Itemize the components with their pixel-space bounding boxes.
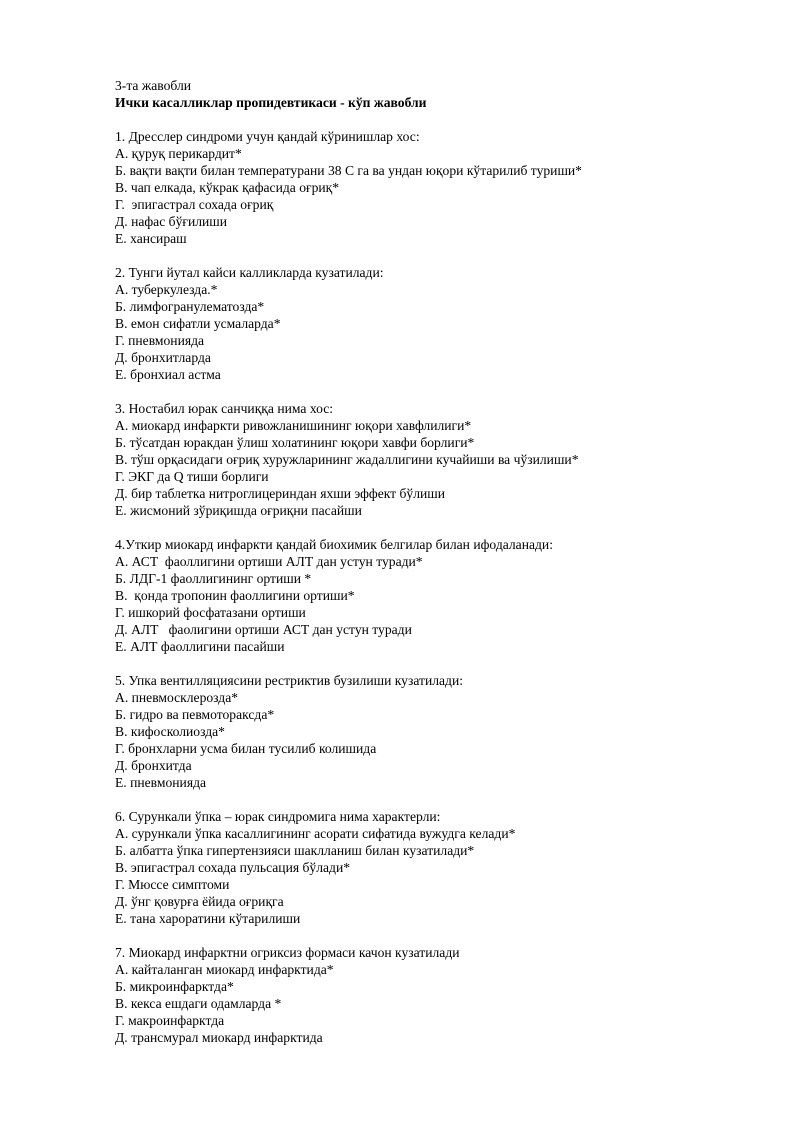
question-text: 1. Дресслер синдроми учун қандай кўринишлар хос:: [115, 129, 420, 144]
answer-option: А. АСТ фаоллигини ортиши АЛТ дан устун туради*: [115, 554, 423, 569]
answer-option: В. эпигастрал сохада пульсация бўлади*: [115, 860, 351, 875]
spacer: [115, 383, 760, 400]
question-block: [115, 672, 760, 791]
answer-option: Д. ўнг қовурға ёйида оғриқга: [115, 894, 284, 909]
answer-option: А. пневмосклерозда*: [115, 690, 239, 705]
answer-option: В. тўш орқасидаги оғриқ хуружларининг жадаллигини кучайиши ва чўзилиши*: [115, 452, 579, 467]
answer-option: Б. вақти вақти билан температурани 38 С га ва ундан юқори кўтарилиб туриши*: [115, 163, 582, 178]
spacer: [115, 927, 760, 944]
answer-option: Г. ЭКГ да Q тиши борлиги: [115, 469, 269, 484]
answer-option: Д. бронхитларда: [115, 350, 211, 365]
answer-option: Д. АЛТ фаолигини ортиши АСТ дан устун туради: [115, 622, 412, 637]
header-line: 3-та жавобли: [115, 78, 192, 93]
answer-option: А. кайталанган миокард инфарктида*: [115, 962, 334, 977]
spacer: [115, 791, 760, 808]
spacer: [115, 247, 760, 264]
answer-option: В. кифосколиозда*: [115, 724, 225, 739]
answer-option: А. туберкулезда.*: [115, 282, 218, 297]
answer-option: Е. тана хароратини кўтарилиши: [115, 911, 301, 926]
answer-option: Г. эпигастрал сохада оғриқ: [115, 197, 274, 212]
answer-option: Б. лимфогранулематозда*: [115, 299, 265, 314]
question-text: 3. Ностабил юрак санчиққа нима хос:: [115, 401, 334, 416]
document-title: Ички касалликлар пропидевтикаси - кўп жавобли: [115, 95, 427, 110]
answer-option: Б. гидро ва певмотораксда*: [115, 707, 275, 722]
answer-option: Г. ишкорий фосфатазани ортиши: [115, 605, 306, 620]
spacer: [115, 111, 760, 128]
answer-option: Б. тўсатдан юракдан ўлиш холатининг юқори хавфи борлиги*: [115, 435, 475, 450]
question-block: [115, 944, 760, 1046]
question-block: [115, 128, 760, 247]
answer-option: Г. макроинфарктда: [115, 1013, 225, 1028]
question-text: 2. Тунги йутал кайси калликларда кузатилади:: [115, 265, 384, 280]
answer-option: Г. Мюссе симптоми: [115, 877, 230, 892]
answer-option: Г. бронхларни усма билан тусилиб колишида: [115, 741, 377, 756]
answer-option: А. қуруқ перикардит*: [115, 146, 242, 161]
answer-option: Д. бир таблетка нитроглицериндан яхши эффект бўлиши: [115, 486, 446, 501]
answer-option: Д. бронхитда: [115, 758, 192, 773]
answer-option: В. қонда тропонин фаоллигини ортиши*: [115, 588, 355, 603]
answer-option: А. миокард инфаркти ривожланишининг юқори хавфлилиги*: [115, 418, 472, 433]
answer-option: Д. трансмурал миокард инфарктида: [115, 1030, 323, 1045]
answer-option: В. чап елкада, кўкрак қафасида оғриқ*: [115, 180, 340, 195]
question-block: [115, 400, 760, 519]
answer-option: Б. микроинфарктда*: [115, 979, 234, 994]
answer-option: Е. АЛТ фаоллигини пасайши: [115, 639, 285, 654]
answer-option: Г. пневмонияда: [115, 333, 205, 348]
answer-option: В. емон сифатли усмаларда*: [115, 316, 281, 331]
answer-option: Е. пневмонияда: [115, 775, 207, 790]
question-text: 7. Миокард инфарктни огриксиз формаси качон кузатилади: [115, 945, 460, 960]
question-block: [115, 808, 760, 927]
spacer: [115, 519, 760, 536]
answer-option: Е. жисмоний зўриқишда оғриқни пасайши: [115, 503, 362, 518]
answer-option: Б. албатта ўпка гипертензияси шаклланиш билан кузатилади*: [115, 843, 475, 858]
answer-option: А. сурункали ўпка касаллигининг асорати сифатида вужудга келади*: [115, 826, 516, 841]
answer-option: Б. ЛДГ-1 фаоллигининг ортиши *: [115, 571, 312, 586]
answer-option: В. кекса ешдаги одамларда *: [115, 996, 282, 1011]
spacer: [115, 655, 760, 672]
question-block: [115, 536, 760, 655]
answer-option: Е. бронхиал астма: [115, 367, 221, 382]
question-text: 5. Упка вентилляциясини рестриктив бузилиши кузатилади:: [115, 673, 464, 688]
question-text: 6. Сурункали ўпка – юрак синдромига нима характерли:: [115, 809, 441, 824]
answer-option: Д. нафас бўғилиши: [115, 214, 228, 229]
question-block: [115, 264, 760, 383]
answer-option: Е. хансираш: [115, 231, 187, 246]
question-text: 4.Уткир миокард инфаркти қандай биохимик белгилар билан ифодаланади:: [115, 537, 553, 552]
